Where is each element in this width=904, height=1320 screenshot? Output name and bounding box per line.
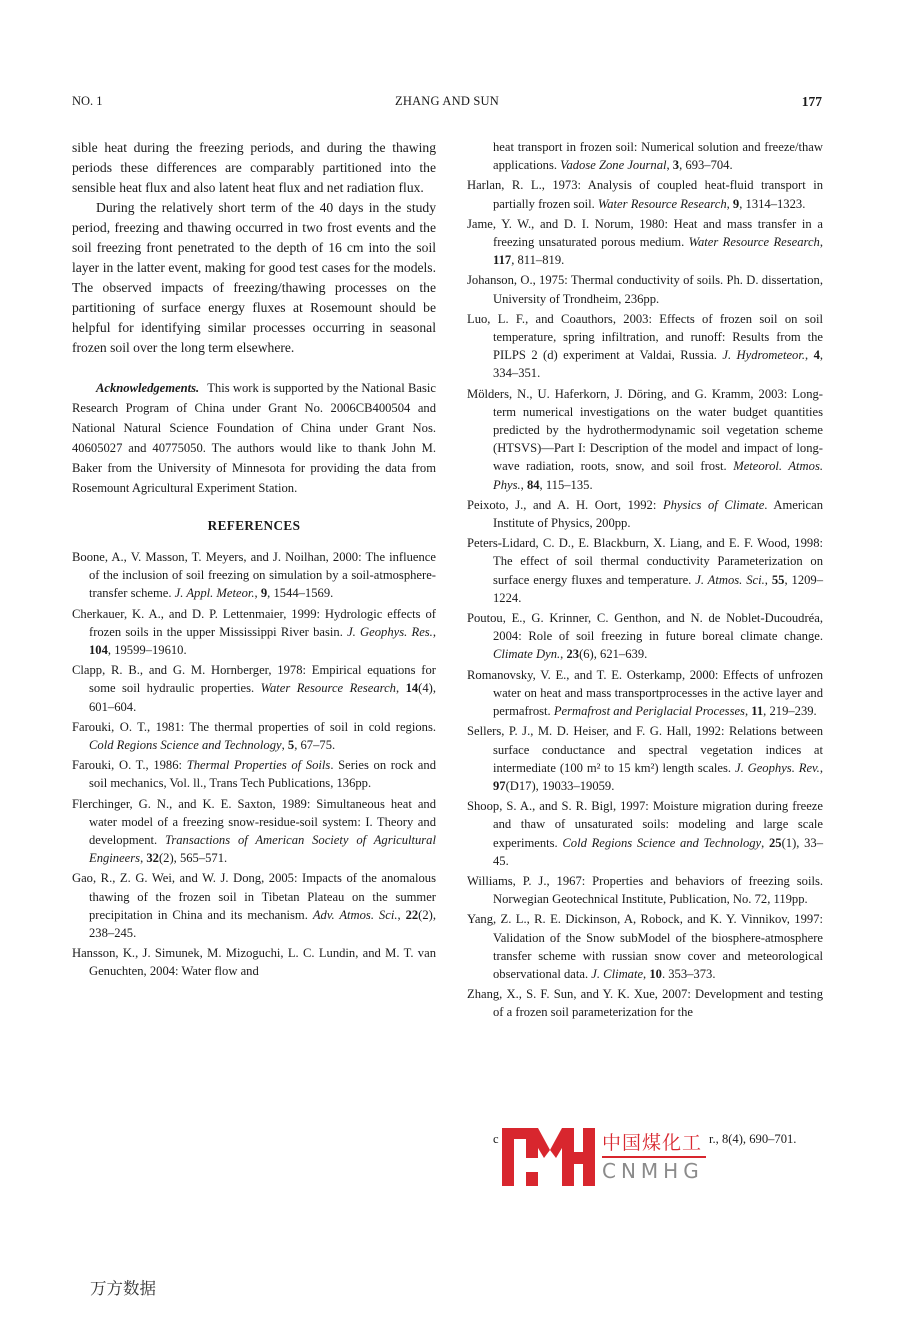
reference-volume: 9 [732,196,740,211]
reference-volume: 117 [493,253,512,268]
reference-journal: Water Resource Research [597,196,727,211]
reference-journal: Water Resource Research [688,235,820,250]
running-header [72,94,822,114]
reference-journal: Climate Dyn. [493,647,561,662]
reference-pages: . American Institute of Physics, 200pp. [493,497,823,531]
reference-journal: J. Hydrometeor. [722,348,805,363]
reference-text: Peixoto, J., and A. H. Oort, 1992: [467,497,663,512]
reference-entry: Flerchinger, G. N., and K. E. Saxton, 1989: Simultaneous heat and water model of a freezing snow-residue-soil system: I. Theory and development. Transactions of American Society of Agricultural Engineers, 32(2), 565–571. [72,796,436,866]
reference-pages: . 353–373. [661,966,716,981]
reference-pages: (D17), 19033–19059. [505,778,615,793]
reference-entry: Shoop, S. A., and S. R. Bigl, 1997: Moisture migration during freeze and thaw of unsaturated soils: modeling and large scale experiments. Cold Regions Science and Technology, 25(1), 33–45. [467,799,824,868]
reference-volume: 11 [751,704,764,719]
reference-journal: Cold Regions Science and Technology [562,835,762,850]
reference-entry [72,756,436,792]
reference-volume: 104 [89,643,108,658]
reference-pages: , 1209–1224. [493,572,824,605]
reference-entry: Boone, A., V. Masson, T. Meyers, and J. Noilhan, 2000: The influence of the inclusion of soil freezing on simulation by a soil-atmosphere-transfer scheme. J. Appl. Meteor., 9, 1544–1569. [72,550,436,601]
reference-pages: , 219–239. [763,704,817,719]
logo-english-name: CNMHG [602,1159,704,1183]
reference-text: Luo, L. F., and Coauthors, 2003: Effects of frozen soil on soil temperature, spring infiltration, and runoff: Results from the PILPS 2 (d) experiment at Valdai, Russia. [467,311,823,363]
reference-volume: 55 [771,572,785,587]
left-column [72,138,436,983]
reference-entry: heat transport in frozen soil: Numerical solution and freeze/thaw applications. Vadose Zone Journal, 3, 693–704. [493,140,823,173]
reference-entry: Clapp, R. B., and G. M. Hornberger, 1978: Empirical equations for some soil hydraulic properties. Water Resource Research, 14(4), 601–604. [72,663,437,714]
source-footer: 万方数据 [90,1279,156,1298]
reference-text: Yang, Z. L., R. E. Dickinson, A, Robock, and K. Y. Vinnikov, 1997: Validation of the Snow subModel of the biosphere-atmosphere transfer scheme with russian snow cover and meteorological observational data. [467,912,823,981]
reference-journal: J. Atmos. Sci. [695,572,765,587]
reference-text: Harlan, R. L., 1973: Analysis of coupled heat-fluid transport in partially frozen soil. [467,178,823,211]
reference-text: Farouki, O. T., 1986: [72,758,187,773]
reference-pages: (2), 565–571. [158,851,228,866]
acknowledgements-text: This work is supported by the National Basic Research Program of China under Grant No. 2006CB400504 and National Natural Science Foundation of China under Grant Nos. 40605027 and 40775050. The authors would like to thank John M. Baker from the University of Minnesota for providing the data from Rosemount Agricultural Experiment Station. [72,381,436,495]
reference-journal: Adv. Atmos. Sci. [312,907,398,922]
reference-journal: J. Climate [591,966,644,981]
reference-journal: J. Geophys. Rev. [734,760,820,775]
reference-volume: 14 [405,681,419,696]
reference-pages: (2), 238–245. [89,907,437,941]
reference-volume: 25 [769,835,782,850]
reference-pages: . Series on rock and soil mechanics, Vol. ll., Trans Tech Publications, 136pp. [89,758,436,791]
reference-text: Peters-Lidard, C. D., E. Blackburn, X. Liang, and E. F. Wood, 1998: The effect of soil thermal conductivity Parameterization on surface energy fluxes and temperature. [467,536,823,587]
logo-chinese-name: 中国煤化工 [602,1132,703,1154]
reference-text: Farouki, O. T., 1981: The thermal properties of soil in cold regions. [72,719,436,734]
body-paragraph: sible heat during the freezing periods, and during the thawing periods these differences are comparably partitioned into the sensible heat flux and also latent heat flux and net radiation flux. [72,140,436,195]
reference-journal: Vadose Zone Journal [560,158,667,173]
reference-pages: , 334–351. [493,348,824,381]
reference-pages: , 115–135. [539,477,593,492]
reference-journal: Meteorol. Atmos. Phys. [493,459,824,492]
reference-entry [467,985,823,1021]
reference-text: Shoop, S. A., and S. R. Bigl, 1997: Moisture migration during freeze and thaw of unsaturated soils: modeling and large scale experiments. [467,799,823,850]
reference-pages: (6), 621–639. [579,647,648,662]
reference-text: Mölders, N., U. Haferkorn, J. Döring, and G. Kramm, 2003: Long-term numerical investigations on the water budget quantities predicted by the hydrothermodynamic soil vegetation scheme (HTSVS)—Part I: Description of the model and impact of longwave radiation, roots, snow, and soil frost. [467,386,823,474]
reference-text: Gao, R., Z. G. Wei, and W. J. Dong, 2005: Impacts of the anomalous thawing of the frozen soil in Tibetan Plateau on the summer precipitation in China and its mechanism. [72,871,436,922]
reference-text: Cherkauer, K. A., and D. P. Lettenmaier, 1999: Hydrologic effects of frozen soils in the upper Mississippi River basin. [72,606,436,639]
reference-journal: Thermal Properties of Soils [186,758,331,773]
reference-entry: Cherkauer, K. A., and D. P. Lettenmaier, 1999: Hydrologic effects of frozen soils in the upper Mississippi River basin. J. Geophys. Res., 104, 19599–19610. [72,606,436,658]
reference-entry [72,944,436,980]
reference-entry: Jame, Y. W., and D. I. Norum, 1980: Heat and mass transfer in a freezing unsaturated porous medium. Water Resource Research, 117, 811–819. [467,216,823,268]
body-paragraph: During the relatively short term of the 40 days in the study period, freezing and thawing occurred in two frost events and the soil freezing front penetrated to the depth of 16 cm into the soil layer in the latter event, making for good test cases for the models. The observed impacts of freezing/thawing processes on the partitioning of surface energy fluxes at Rosemount should be helpful for identifying similar processes occurring in seasonal frozen soil over the long term elsewhere. [72,200,436,355]
page-number: 177 [801,94,822,109]
reference-volume: 32 [146,851,159,866]
references-list-left [72,548,436,981]
reference-entry: Luo, L. F., and Coauthors, 2003: Effects of frozen soil on soil temperature, spring infiltration, and runoff: Results from the PILPS 2 (d) experiment at Valdai, Russia. J. Hydrometeor., 4, 334–351. [467,311,824,381]
reference-volume: 4 [813,348,820,363]
reference-volume: 10 [649,966,662,981]
reference-pages: , 1314–1323. [739,196,806,211]
reference-text: Poutou, E., G. Krinner, C. Genthon, and N. de Noblet-Ducoudréa, 2004: Role of soil freezing in future boreal climate change. [467,611,823,644]
reference-entry [467,271,823,307]
reference-entry: Harlan, R. L., 1973: Analysis of coupled heat-fluid transport in partially frozen soil. Water Resource Research, 9, 1314–1323. [467,178,823,211]
reference-text: Jame, Y. W., and D. I. Norum, 1980: Heat and mass transfer in a freezing unsaturated porous medium. [467,216,823,250]
reference-entry: Romanovsky, V. E., and T. E. Osterkamp, 2000: Effects of unfrozen water on heat and mass transportprocesses in the active layer and permafrost. Permafrost and Periglacial Processes, 11, 219–239. [467,667,823,719]
reference-entry: Sellers, P. J., M. D. Heiser, and F. G. Hall, 1992: Relations between surface conductance and spectral vegetation indices at intermediate (100 m² to 15 km²) length scales. J. Geophys. Rev., 97(D17), 19033–19059. [467,724,823,793]
reference-text: Hansson, K., J. Simunek, M. Mizoguchi, L. C. Lundin, and M. T. van Genuchten, 2004: Water flow and [72,946,436,979]
cnmhg-logo-icon [502,1128,595,1186]
reference-pages: (4), 601–604. [89,681,437,714]
reference-entry: Peters-Lidard, C. D., E. Blackburn, X. Liang, and E. F. Wood, 1998: The effect of soil thermal conductivity Parameterization on surface energy fluxes and temperature. J. Atmos. Sci., 55, 1209–1224. [467,536,824,605]
reference-entry: Yang, Z. L., R. E. Dickinson, A, Robock, and K. Y. Vinnikov, 1997: Validation of the Snow subModel of the biosphere-atmosphere transfer scheme with russian snow cover and meteorological observational data. J. Climate, 10. 353–373. [467,912,823,981]
reference-pages: , 811–819. [511,253,565,268]
watermark-logo [502,1128,732,1186]
occluded-reference-fragment: c [493,1132,499,1146]
reference-pages: , 693–704. [679,158,733,173]
reference-volume: 3 [672,158,680,173]
reference-journal: J. Geophys. Res. [347,624,433,639]
reference-text: Boone, A., V. Masson, T. Meyers, and J. Noilhan, 2000: The influence of the inclusion of soil freezing on simulation by a soil-atmosphere-transfer scheme. [72,550,436,601]
reference-text: heat transport in frozen soil: Numerical solution and freeze/thaw applications. [493,140,823,173]
reference-journal: Water Resource Research [260,681,396,696]
reference-journal: J. Appl. Meteor. [174,586,255,601]
reference-entry: Gao, R., Z. G. Wei, and W. J. Dong, 2005: Impacts of the anomalous thawing of the frozen soil in Tibetan Plateau on the summer precipitation in China and its mechanism. Adv. Atmos. Sci., 22(2), 238–245. [72,871,437,941]
reference-volume: 9 [260,586,268,601]
reference-entry [467,496,823,532]
reference-text: Romanovsky, V. E., and T. E. Osterkamp, 2000: Effects of unfrozen water on heat and mass transportprocesses in the active layer and permafrost. [467,667,823,719]
reference-text: Clapp, R. B., and G. M. Hornberger, 1978: Empirical equations for some soil hydraulic properties. [72,663,436,696]
references-heading: REFERENCES [207,518,301,533]
issue-number: NO. 1 [72,94,103,108]
running-authors: ZHANG AND SUN [395,94,499,108]
reference-journal: Permafrost and Periglacial Processes [553,704,745,719]
reference-entry: Farouki, O. T., 1981: The thermal properties of soil in cold regions. Cold Regions Science and Technology, 5, 67–75. [72,719,436,753]
logo-divider [602,1156,706,1158]
reference-volume: 97 [493,778,506,793]
reference-journal: Physics of Climate [662,497,765,512]
acknowledgements-title: Acknowledgements. [96,381,200,395]
reference-volume: 84 [526,477,540,492]
reference-entry: Mölders, N., U. Haferkorn, J. Döring, and G. Kramm, 2003: Long-term numerical investigations on the water budget quantities predicted by the hydrothermodynamic soil vegetation scheme (HTSVS)—Part I: Description of the model and impact of longwave radiation, roots, snow, and soil frost. Meteorol. Atmos. Phys., 84, 115–135. [467,386,824,492]
reference-volume: 22 [405,907,419,922]
reference-pages: , 19599–19610. [107,643,187,658]
reference-entry [467,872,823,908]
reference-text: Zhang, X., S. F. Sun, and Y. K. Xue, 2007: Development and testing of a frozen soil parameterization for the [467,987,823,1020]
reference-volume: 5 [287,738,295,753]
references-list-right [467,138,823,1024]
reference-text: Williams, P. J., 1967: Properties and behaviors of freezing soils. Norwegian Geotechnical Institute, Publication, No. 72, 119pp. [467,873,823,907]
reference-pages: , 1544–1569. [267,586,334,601]
reference-text: Sellers, P. J., M. D. Heiser, and F. G. Hall, 1992: Relations between surface conductance and spectral vegetation indices at intermediate (100 m² to 15 km²) length scales. [467,724,823,775]
reference-text: Flerchinger, G. N., and K. E. Saxton, 1989: Simultaneous heat and water model of a freezing snow-residue-soil system: I. Theory and development. [72,796,436,848]
reference-entry: Poutou, E., G. Krinner, C. Genthon, and N. de Noblet-Ducoudréa, 2004: Role of soil freezing in future boreal climate change. Climate Dyn., 23(6), 621–639. [467,611,823,662]
reference-volume: 23 [566,647,580,662]
reference-pages: , 67–75. [294,738,336,753]
reference-journal: Transactions of American Society of Agricultural Engineers [89,833,436,866]
reference-text: Johanson, O., 1975: Thermal conductivity of soils. Ph. D. dissertation, University of Trondheim, 236pp. [467,273,823,306]
reference-pages: (1), 33–45. [493,835,824,868]
reference-journal: Cold Regions Science and Technology [89,738,282,753]
occluded-reference-fragment: r., 8(4), 690–701. [709,1132,797,1146]
acknowledgements [72,378,436,498]
